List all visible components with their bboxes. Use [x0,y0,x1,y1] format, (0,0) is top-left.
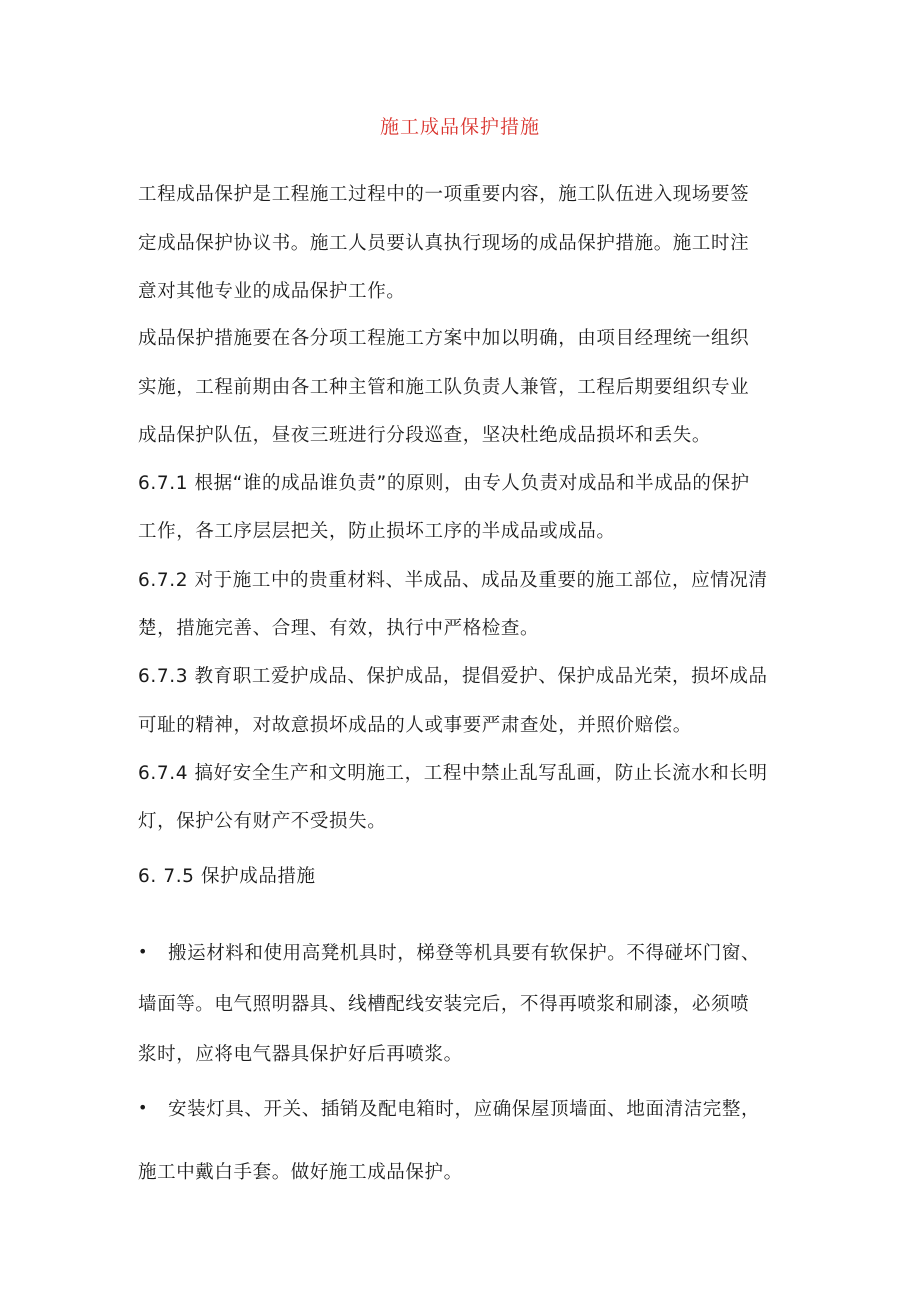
clause-6-7-1-line-1: 6.7.1 根据“谁的成品谁负责”的原则，由专人负责对成品和半成品的保护 [138,473,750,494]
clause-6-7-3-line-1: 6.7.3 教育职工爱护成品、保护成品，提倡爱护、保护成品光荣，损坏成品 [138,666,768,687]
paragraph-2-line-1: 成品保护措施要在各分项工程施工方案中加以明确，由项目经理统一组织 [138,328,750,349]
clause-6-7-2-line-2: 楚，措施完善、合理、有效，执行中严格检查。 [138,618,540,639]
paragraph-2-line-3: 成品保护队伍，昼夜三班进行分段巡查，坚决杜绝成品损坏和丢失。 [138,425,712,446]
clause-6-7-4-line-1: 6.7.4 搞好安全生产和文明施工，工程中禁止乱写乱画，防止长流水和长明 [138,763,768,784]
paragraph-1-line-3: 意对其他专业的成品保护工作。 [138,281,406,302]
bullet-marker-1: • [138,942,148,961]
bullet-marker-2: • [138,1098,148,1117]
clause-6-7-2-line-1: 6.7.2 对于施工中的贵重材料、半成品、成品及重要的施工部位，应情况清 [138,570,768,591]
document-title: 施工成品保护措施 [379,116,540,138]
clause-6-7-5-heading: 6. 7.5 保护成品措施 [138,866,316,887]
paragraph-1-line-2: 定成品保护协议书。施工人员要认真执行现场的成品保护措施。施工时注 [138,233,750,254]
bullet-1-line-2: 墙面等。电气照明器具、线槽配线安装完后，不得再喷浆和刷漆，必须喷 [138,994,750,1015]
bullet-1-line-1: 搬运材料和使用高凳机具时，梯登等机具要有软保护。不得碰坏门窗、 [168,943,761,964]
paragraph-2-line-2: 实施，工程前期由各工种主管和施工队负责人兼管，工程后期要组织专业 [138,377,750,398]
clause-6-7-4-line-2: 灯，保护公有财产不受损失。 [138,811,387,832]
bullet-1-line-3: 浆时，应将电气器具保护好后再喷浆。 [138,1044,463,1065]
paragraph-1-line-1: 工程成品保护是工程施工过程中的一项重要内容，施工队伍进入现场要签 [138,184,750,205]
clause-6-7-1-line-2: 工作，各工序层层把关，防止损坏工序的半成品或成品。 [138,521,616,542]
bullet-2-line-2: 施工中戴白手套。做好施工成品保护。 [138,1162,463,1183]
bullet-2-line-1: 安装灯具、开关、插销及配电箱时，应确保屋顶墙面、地面清洁完整， [168,1099,761,1120]
clause-6-7-3-line-2: 可耻的精神，对故意损坏成品的人或事要严肃查处，并照价赔偿。 [138,715,692,736]
